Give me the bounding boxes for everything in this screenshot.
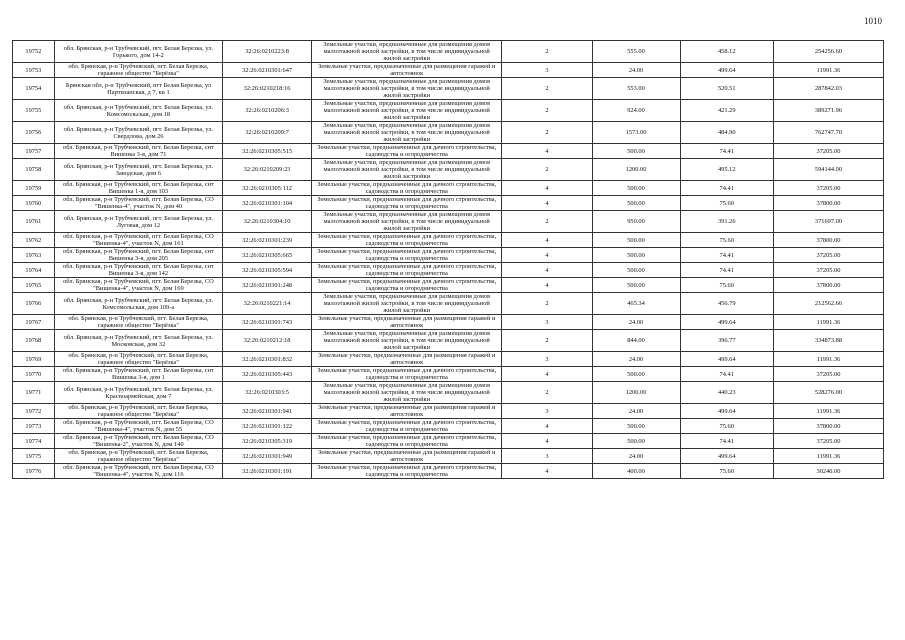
row-address: обл. Брянская, р-н Трубчевский, пгт. Белая Березка, СО "Вишенка-4", участок N, дом 40 [54, 196, 222, 211]
row-land-use: Земельные участки, предназначенные для размещения домов малоэтажной жилой застройки, в том числе индивидуальной жилой застройки [312, 159, 502, 181]
row-id: 19761 [13, 211, 55, 233]
row-address: обл. Брянская, р-н Трубчевский, пгт. Белая Березка, ул. Горького, дом 14-2 [54, 41, 222, 63]
row-land-use: Земельные участки, предназначенные для размещения домов малоэтажной жилой застройки, в том числе индивидуальной жилой застройки [312, 211, 502, 233]
row-id: 19768 [13, 330, 55, 352]
row-address: обл. Брянская, р-н Трубчевский, пгт. Белая Березка, снт Вишенка 3-я, дом 205 [54, 248, 222, 263]
row-cadastral-number: 32:26:0210301:743 [223, 315, 312, 330]
row-cadastral-value: 37205.00 [773, 434, 883, 449]
table-row [13, 196, 884, 211]
row-cadastral-number: 32:26:0210303:5 [223, 382, 312, 404]
row-category: 2 [502, 41, 592, 63]
row-address: обл. Брянская, р-н Трубчевский, пгт. Белая Березка, СО "Вишенка-2", участок N, дом 140 [54, 434, 222, 449]
row-specific-value: 499.64 [680, 449, 773, 464]
row-category: 2 [502, 330, 592, 352]
row-id: 19759 [13, 181, 55, 196]
row-cadastral-value: 371697.00 [773, 211, 883, 233]
row-address: обл. Брянская, р-н Трубчевский, пгт. Белая Березка, снт Вишенка 1-я, дом 103 [54, 181, 222, 196]
row-specific-value: 74.41 [680, 434, 773, 449]
row-category: 4 [502, 434, 592, 449]
row-category: 3 [502, 404, 592, 419]
row-category: 4 [502, 419, 592, 434]
row-land-use: Земельные участки, предназначенные для размещения гаражей и автостоянок [312, 449, 502, 464]
table-row [13, 78, 884, 100]
row-area: 500.00 [592, 278, 680, 293]
row-cadastral-value: 11991.36 [773, 352, 883, 367]
row-area: 1200.00 [592, 159, 680, 181]
row-land-use: Земельные участки, предназначенные для дачного строительства, садоводства и огородничества [312, 278, 502, 293]
row-category: 2 [502, 382, 592, 404]
row-id: 19769 [13, 352, 55, 367]
row-cadastral-number: 32:26:0210301:949 [223, 449, 312, 464]
table-row [13, 352, 884, 367]
row-land-use: Земельные участки, предназначенные для дачного строительства, садоводства и огородничества [312, 233, 502, 248]
row-address: обл. Брянская, р-н Трубчевский, пгт. Белая Березка, СО "Вишенка-4", участок N, дом 161 [54, 233, 222, 248]
row-specific-value: 74.41 [680, 367, 773, 382]
row-specific-value: 75.60 [680, 196, 773, 211]
row-area: 1200.00 [592, 382, 680, 404]
row-id: 19766 [13, 293, 55, 315]
row-land-use: Земельные участки, предназначенные для дачного строительства, садоводства и огородничества [312, 144, 502, 159]
table-row [13, 63, 884, 78]
row-area: 24.00 [592, 449, 680, 464]
row-specific-value: 75.60 [680, 464, 773, 479]
row-id: 19753 [13, 63, 55, 78]
row-category: 2 [502, 293, 592, 315]
row-id: 19776 [13, 464, 55, 479]
row-cadastral-value: 528276.00 [773, 382, 883, 404]
row-specific-value: 74.41 [680, 181, 773, 196]
row-address: обл. Брянская, р-н Трубчевский, пгт. Белая Березка, ул. Луговая, дом 12 [54, 211, 222, 233]
table-row [13, 144, 884, 159]
row-land-use: Земельные участки, предназначенные для размещения домов малоэтажной жилой застройки, в том числе индивидуальной жилой застройки [312, 293, 502, 315]
row-cadastral-number: 32:26:0210221:14 [223, 293, 312, 315]
table-row [13, 100, 884, 122]
row-id: 19763 [13, 248, 55, 263]
table-row [13, 367, 884, 382]
row-category: 3 [502, 449, 592, 464]
row-area: 24.00 [592, 315, 680, 330]
row-land-use: Земельные участки, предназначенные для размещения домов малоэтажной жилой застройки, в том числе индивидуальной жилой застройки [312, 100, 502, 122]
row-cadastral-value: 11991.36 [773, 315, 883, 330]
row-cadastral-number: 32:26:0210305:515 [223, 144, 312, 159]
row-address: обл. Брянская, р-н Трубчевский, пгт. Белая Березка, гаражное общество "Берёзка" [54, 352, 222, 367]
row-cadastral-number: 32:26:0210301:832 [223, 352, 312, 367]
row-cadastral-value: 37205.00 [773, 263, 883, 278]
table-row [13, 315, 884, 330]
row-land-use: Земельные участки, предназначенные для размещения гаражей и автостоянок [312, 404, 502, 419]
row-specific-value: 391.26 [680, 211, 773, 233]
row-address: обл. Брянская, р-н Трубчевский, пгт. Белая Березка, гаражное общество "Берёзка" [54, 449, 222, 464]
table-row [13, 434, 884, 449]
row-specific-value: 520.51 [680, 78, 773, 100]
row-address: обл. Брянская, р-н Трубчевский, пгт. Белая Березка, СО "Вишенка-4", участок N, дом 116 [54, 464, 222, 479]
row-cadastral-number: 32:26:0210305:319 [223, 434, 312, 449]
row-land-use: Земельные участки, предназначенные для размещения гаражей и автостоянок [312, 63, 502, 78]
row-specific-value: 74.41 [680, 263, 773, 278]
row-cadastral-number: 32:26:0210301:239 [223, 233, 312, 248]
row-category: 4 [502, 367, 592, 382]
row-cadastral-number: 32:26:0210218:16 [223, 78, 312, 100]
row-id: 19770 [13, 367, 55, 382]
row-category: 3 [502, 352, 592, 367]
row-land-use: Земельные участки, предназначенные для размещения домов малоэтажной жилой застройки, в том числе индивидуальной жилой застройки [312, 330, 502, 352]
row-specific-value: 499.64 [680, 63, 773, 78]
row-land-use: Земельные участки, предназначенные для дачного строительства, садоводства и огородничества [312, 263, 502, 278]
row-cadastral-value: 37800.00 [773, 196, 883, 211]
row-cadastral-value: 389271.96 [773, 100, 883, 122]
row-address: обл. Брянская, р-н Трубчевский, пгт. Белая Березка, снт Вишенка 3-я, дом 1 [54, 367, 222, 382]
row-cadastral-number: 32:26:0210305:594 [223, 263, 312, 278]
table-row [13, 263, 884, 278]
row-cadastral-number: 32:26:0210209:23 [223, 159, 312, 181]
table-row [13, 464, 884, 479]
row-cadastral-value: 594144.00 [773, 159, 883, 181]
table-row [13, 233, 884, 248]
row-address: обл. Брянская, р-н Трубчевский, пгт. Белая Березка, СО "Вишенка-4", участок N, дом 55 [54, 419, 222, 434]
row-category: 3 [502, 63, 592, 78]
row-cadastral-value: 37205.00 [773, 367, 883, 382]
row-specific-value: 75.60 [680, 419, 773, 434]
row-land-use: Земельные участки, предназначенные для дачного строительства, садоводства и огородничества [312, 367, 502, 382]
table-body [13, 41, 884, 479]
row-land-use: Земельные участки, предназначенные для дачного строительства, садоводства и огородничества [312, 419, 502, 434]
row-id: 19760 [13, 196, 55, 211]
row-land-use: Земельные участки, предназначенные для дачного строительства, садоводства и огородничества [312, 248, 502, 263]
row-cadastral-number: 32:26:0210301:248 [223, 278, 312, 293]
row-specific-value: 396.77 [680, 330, 773, 352]
table-row [13, 419, 884, 434]
row-area: 500.00 [592, 233, 680, 248]
row-category: 2 [502, 211, 592, 233]
table-row [13, 293, 884, 315]
row-category: 4 [502, 181, 592, 196]
row-cadastral-value: 762747.70 [773, 122, 883, 144]
row-specific-value: 421.29 [680, 100, 773, 122]
row-land-use: Земельные участки, предназначенные для размещения домов малоэтажной жилой застройки, в том числе индивидуальной жилой застройки [312, 122, 502, 144]
row-land-use: Земельные участки, предназначенные для размещения домов малоэтажной жилой застройки, в том числе индивидуальной жилой застройки [312, 382, 502, 404]
row-area: 1573.00 [592, 122, 680, 144]
row-specific-value: 456.79 [680, 293, 773, 315]
row-cadastral-value: 11991.36 [773, 404, 883, 419]
row-cadastral-value: 37800.00 [773, 233, 883, 248]
row-cadastral-value: 212562.66 [773, 293, 883, 315]
row-area: 500.00 [592, 419, 680, 434]
row-cadastral-value: 11991.36 [773, 63, 883, 78]
row-cadastral-value: 37205.00 [773, 144, 883, 159]
row-cadastral-number: 32:26:0210301:647 [223, 63, 312, 78]
row-area: 553.00 [592, 78, 680, 100]
row-cadastral-number: 32:26:0210305:112 [223, 181, 312, 196]
row-category: 4 [502, 278, 592, 293]
row-area: 500.00 [592, 434, 680, 449]
row-cadastral-value: 30240.00 [773, 464, 883, 479]
row-id: 19756 [13, 122, 55, 144]
row-cadastral-value: 37205.00 [773, 181, 883, 196]
row-area: 500.00 [592, 367, 680, 382]
row-land-use: Земельные участки, предназначенные для размещения гаражей и автостоянок [312, 352, 502, 367]
row-cadastral-number: 32:26:0210206:3 [223, 100, 312, 122]
row-address: обл. Брянская, р-н Трубчевский, пгт. Белая Березка, гаражное общество "Берёзка" [54, 63, 222, 78]
table-row [13, 41, 884, 63]
row-area: 500.00 [592, 263, 680, 278]
row-id: 19775 [13, 449, 55, 464]
row-address: обл. Брянская, р-н Трубчевский, пгт. Белая Березка, ул. Московская, дом 32 [54, 330, 222, 352]
row-id: 19773 [13, 419, 55, 434]
row-address: обл. Брянская, р-н Трубчевский, пгт. Белая Березка, ул. Свердлова, дом 26 [54, 122, 222, 144]
row-address: Брянская обл, р-н Трубчевский, пгт Белая Березка, ул Партизанская, д 7, кв 1 [54, 78, 222, 100]
row-cadastral-value: 37800.00 [773, 278, 883, 293]
row-land-use: Земельные участки, предназначенные для размещения домов малоэтажной жилой застройки, в том числе индивидуальной жилой застройки [312, 41, 502, 63]
row-address: обл. Брянская, р-н Трубчевский, пгт. Белая Березка, ул. Комсомольская, дом 109-а [54, 293, 222, 315]
row-address: обл. Брянская, р-н Трубчевский, пгт. Белая Березка, ул. Заводская, дом 6 [54, 159, 222, 181]
row-area: 500.00 [592, 144, 680, 159]
row-cadastral-number: 32:26:0210301:122 [223, 419, 312, 434]
row-address: обл. Брянская, р-н Трубчевский, пгт. Белая Березка, снт Вишенка 3-я, дом 142 [54, 263, 222, 278]
table-row [13, 404, 884, 419]
row-area: 950.00 [592, 211, 680, 233]
row-specific-value: 75.60 [680, 233, 773, 248]
table-row [13, 181, 884, 196]
row-cadastral-number: 32:26:0210212:18 [223, 330, 312, 352]
row-category: 2 [502, 122, 592, 144]
row-cadastral-number: 32:26:0210304:10 [223, 211, 312, 233]
row-cadastral-value: 37205.00 [773, 248, 883, 263]
row-id: 19771 [13, 382, 55, 404]
row-address: обл. Брянская, р-н Трубчевский, пгт. Белая Березка, СО "Вишенка-4", участок N, дом 169 [54, 278, 222, 293]
row-category: 3 [502, 315, 592, 330]
row-area: 24.00 [592, 404, 680, 419]
row-specific-value: 499.64 [680, 404, 773, 419]
row-cadastral-value: 334873.88 [773, 330, 883, 352]
row-category: 2 [502, 78, 592, 100]
row-land-use: Земельные участки, предназначенные для дачного строительства, садоводства и огородничества [312, 196, 502, 211]
row-category: 2 [502, 100, 592, 122]
row-area: 465.34 [592, 293, 680, 315]
row-cadastral-value: 287842.03 [773, 78, 883, 100]
row-address: обл. Брянская, р-н Трубчевский, пгт. Белая Березка, снт Вишенка 3-я, дом 71 [54, 144, 222, 159]
row-land-use: Земельные участки, предназначенные для дачного строительства, садоводства и огородничества [312, 464, 502, 479]
table-row [13, 382, 884, 404]
row-area: 500.00 [592, 181, 680, 196]
row-cadastral-number: 32:26:0210301:941 [223, 404, 312, 419]
row-cadastral-number: 32:26:0210301:104 [223, 196, 312, 211]
row-specific-value: 74.41 [680, 248, 773, 263]
row-id: 19754 [13, 78, 55, 100]
row-id: 19772 [13, 404, 55, 419]
row-id: 19767 [13, 315, 55, 330]
row-cadastral-number: 32:26:0210305:665 [223, 248, 312, 263]
row-cadastral-number: 32:26:0210305:443 [223, 367, 312, 382]
row-address: обл. Брянская, р-н Трубчевский, пгт. Белая Березка, гаражное общество "Берёзка" [54, 404, 222, 419]
cadastral-value-table [12, 40, 884, 479]
row-id: 19752 [13, 41, 55, 63]
row-cadastral-number: 32:26:0210223:8 [223, 41, 312, 63]
row-address: обл. Брянская, р-н Трубчевский, пгт. Белая Березка, ул. Комсомольская, дом 18 [54, 100, 222, 122]
row-cadastral-number: 32:26:0210301:191 [223, 464, 312, 479]
row-category: 2 [502, 159, 592, 181]
row-area: 924.00 [592, 100, 680, 122]
row-area: 24.00 [592, 352, 680, 367]
row-area: 24.00 [592, 63, 680, 78]
row-specific-value: 499.64 [680, 315, 773, 330]
row-category: 4 [502, 196, 592, 211]
row-category: 4 [502, 263, 592, 278]
table-row [13, 159, 884, 181]
row-area: 844.00 [592, 330, 680, 352]
row-cadastral-value: 37800.00 [773, 419, 883, 434]
row-specific-value: 75.60 [680, 278, 773, 293]
row-specific-value: 484.90 [680, 122, 773, 144]
row-address: обл. Брянская, р-н Трубчевский, пгт. Белая Березка, ул. Красноармейская, дом 7 [54, 382, 222, 404]
row-category: 4 [502, 464, 592, 479]
row-specific-value: 458.12 [680, 41, 773, 63]
row-land-use: Земельные участки, предназначенные для дачного строительства, садоводства и огородничества [312, 434, 502, 449]
page-number: 1010 [864, 16, 882, 26]
row-category: 4 [502, 144, 592, 159]
row-id: 19774 [13, 434, 55, 449]
row-specific-value: 495.12 [680, 159, 773, 181]
row-specific-value: 499.64 [680, 352, 773, 367]
row-cadastral-number: 32:26:0210209:7 [223, 122, 312, 144]
table-row [13, 449, 884, 464]
row-land-use: Земельные участки, предназначенные для размещения гаражей и автостоянок [312, 315, 502, 330]
table-row [13, 211, 884, 233]
row-category: 4 [502, 233, 592, 248]
row-land-use: Земельные участки, предназначенные для размещения домов малоэтажной жилой застройки, в том числе индивидуальной жилой застройки [312, 78, 502, 100]
row-area: 555.00 [592, 41, 680, 63]
row-area: 500.00 [592, 248, 680, 263]
row-land-use: Земельные участки, предназначенные для дачного строительства, садоводства и огородничества [312, 181, 502, 196]
row-specific-value: 440.23 [680, 382, 773, 404]
row-id: 19762 [13, 233, 55, 248]
row-cadastral-value: 254256.60 [773, 41, 883, 63]
row-area: 400.00 [592, 464, 680, 479]
row-category: 4 [502, 248, 592, 263]
row-id: 19757 [13, 144, 55, 159]
table-row [13, 122, 884, 144]
table-row [13, 278, 884, 293]
row-id: 19764 [13, 263, 55, 278]
row-area: 500.00 [592, 196, 680, 211]
row-id: 19755 [13, 100, 55, 122]
table-row [13, 248, 884, 263]
table-row [13, 330, 884, 352]
row-id: 19758 [13, 159, 55, 181]
row-address: обл. Брянская, р-н Трубчевский, пгт. Белая Березка, гаражное общество "Берёзка" [54, 315, 222, 330]
row-id: 19765 [13, 278, 55, 293]
row-cadastral-value: 11991.36 [773, 449, 883, 464]
row-specific-value: 74.41 [680, 144, 773, 159]
